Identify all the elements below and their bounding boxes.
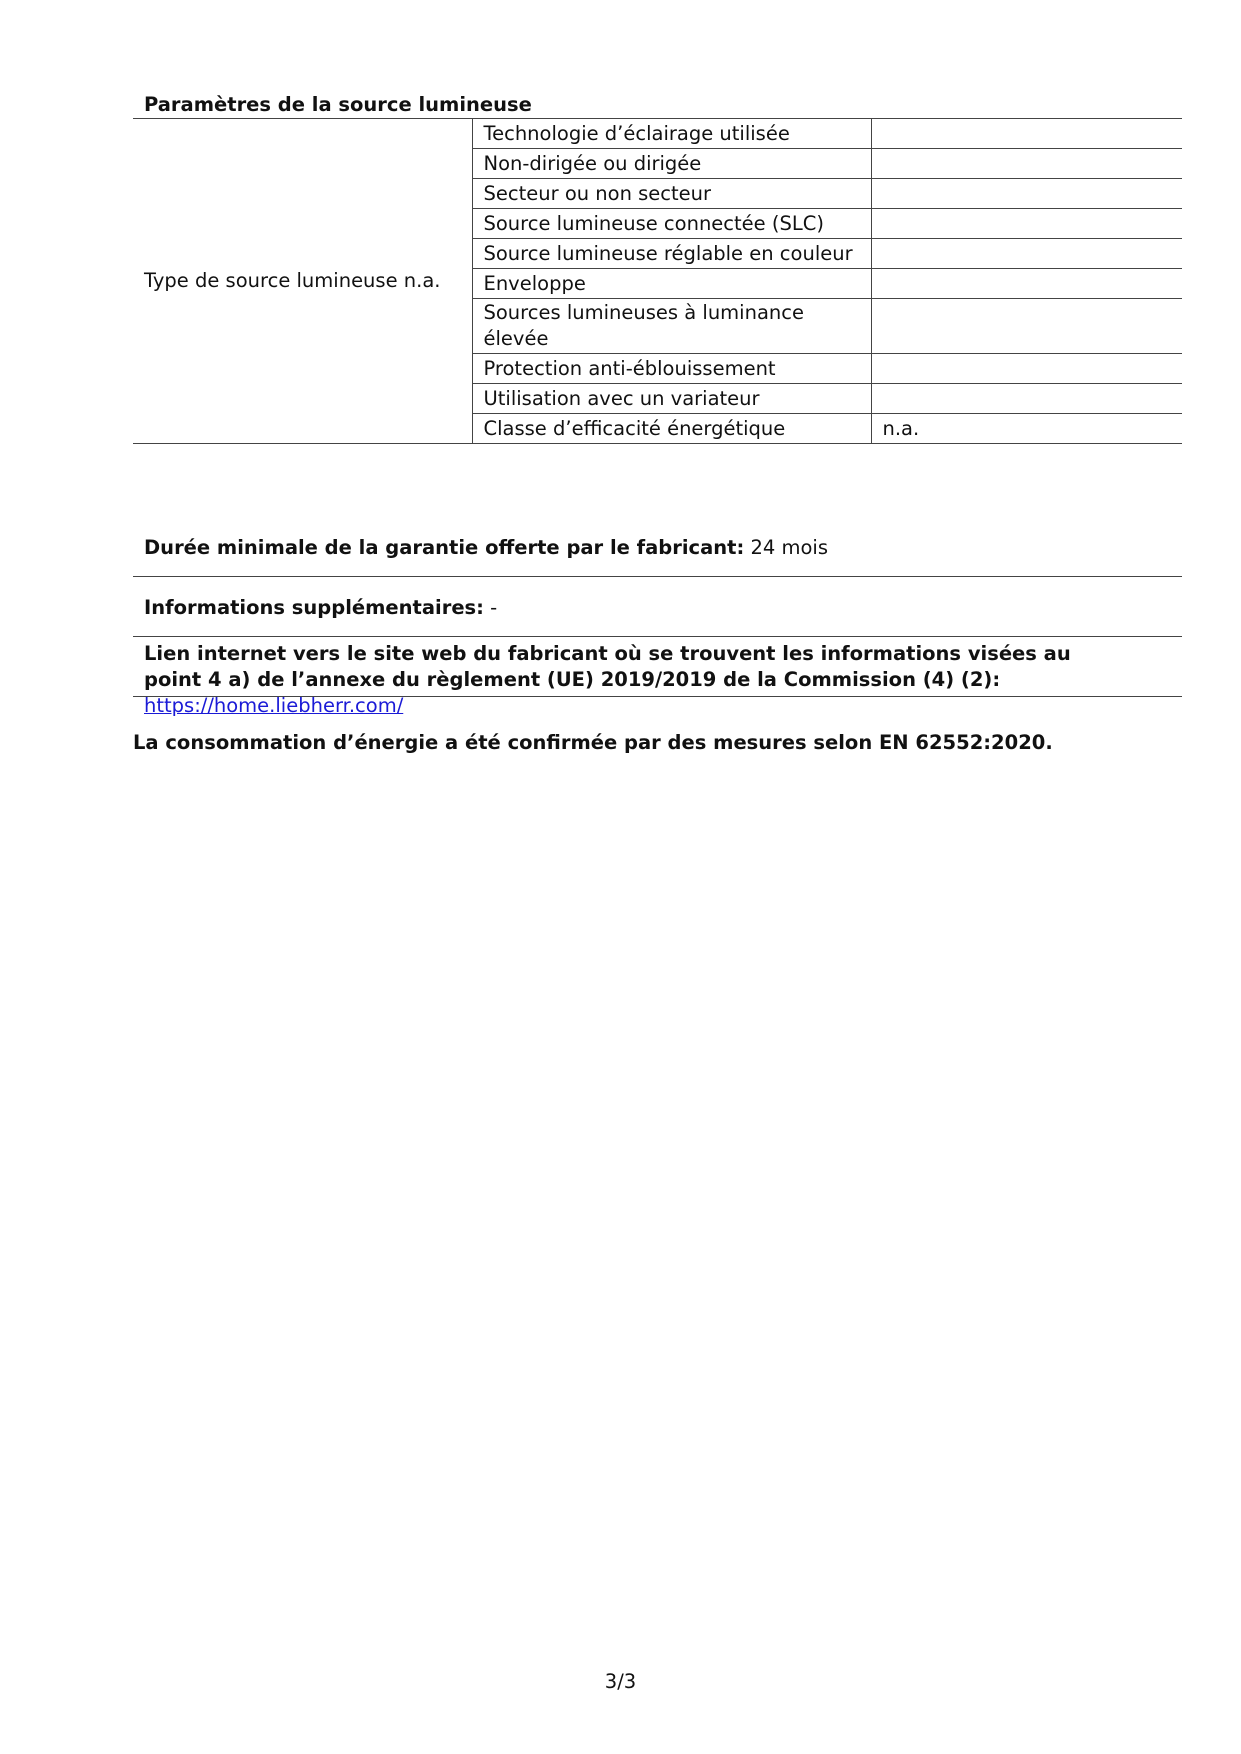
param-value: [871, 149, 1182, 179]
param-label: Technologie d’éclairage utilisée: [472, 119, 871, 149]
table-row: [133, 119, 1182, 149]
param-label: Enveloppe: [472, 269, 871, 299]
divider: [133, 576, 1182, 577]
param-value: [871, 384, 1182, 414]
param-label: Sources lumineuses à luminance élevée: [472, 299, 871, 354]
light-source-type-cell: Type de source lumineuse n.a.: [133, 119, 472, 444]
param-value: [871, 299, 1182, 354]
param-label: Non-dirigée ou dirigée: [472, 149, 871, 179]
param-label: Protection anti-éblouissement: [472, 354, 871, 384]
divider: [133, 696, 1182, 697]
manufacturer-link-block: [133, 641, 1182, 719]
divider: [133, 636, 1182, 637]
section-title: Paramètres de la source lumineuse: [144, 93, 532, 116]
param-label: Secteur ou non secteur: [472, 179, 871, 209]
param-value: [871, 119, 1182, 149]
additional-info-value: -: [483, 596, 498, 619]
param-label: Utilisation avec un variateur: [472, 384, 871, 414]
light-source-parameters-table: [133, 118, 1182, 444]
page-number: 3/3: [604, 1670, 637, 1693]
param-label: Source lumineuse réglable en couleur: [472, 239, 871, 269]
param-value: [871, 209, 1182, 239]
param-label: Source lumineuse connectée (SLC): [472, 209, 871, 239]
energy-consumption-note: La consommation d’énergie a été confirmée par des mesures selon EN 62552:2020.: [133, 731, 1053, 754]
param-value: [871, 239, 1182, 269]
param-value: [871, 269, 1182, 299]
param-label: Classe d’efficacité énergétique: [472, 414, 871, 444]
warranty-label: Durée minimale de la garantie offerte par le fabricant:: [144, 536, 745, 559]
param-value: [871, 179, 1182, 209]
warranty-line: [133, 535, 1182, 561]
param-value: n.a.: [871, 414, 1182, 444]
manufacturer-website-link[interactable]: https://home.liebherr.com/: [144, 694, 404, 717]
warranty-value: 24 mois: [744, 536, 829, 559]
param-value: [871, 354, 1182, 384]
manufacturer-link-label: Lien internet vers le site web du fabricant où se trouvent les informations visées au point 4 a) de l’annexe du règlement (UE) 2019/2019 de la Commission (4) (2):: [144, 642, 1071, 691]
additional-info-label: Informations supplémentaires:: [144, 596, 484, 619]
additional-info-line: [133, 595, 1182, 621]
